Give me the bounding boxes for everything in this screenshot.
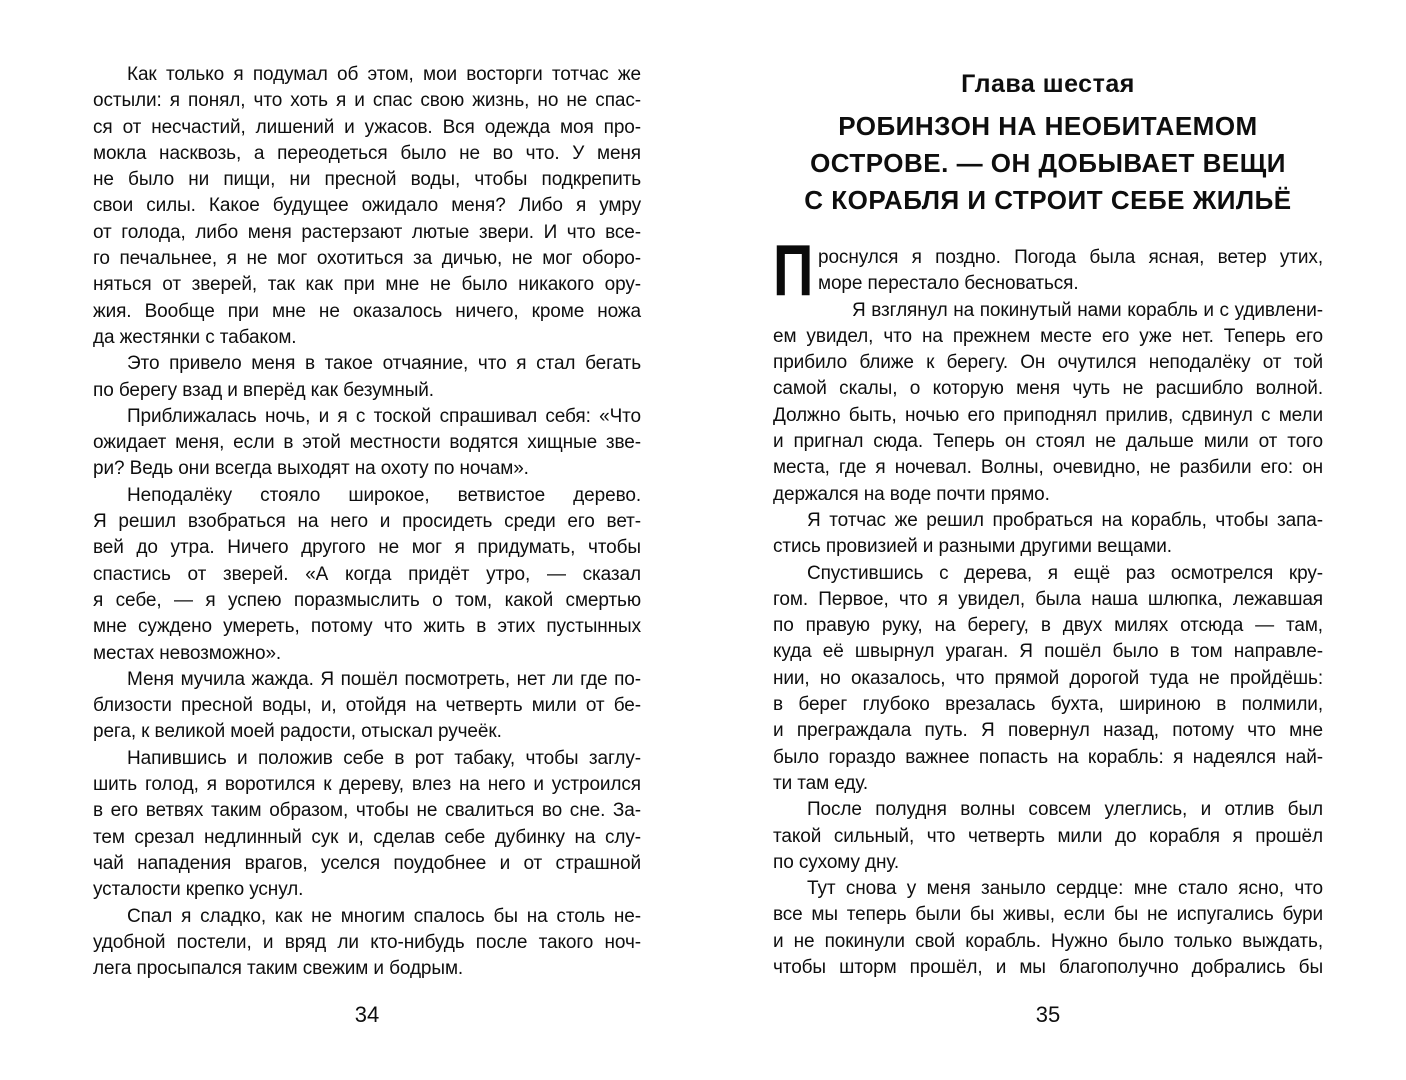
paragraph bbox=[93, 483, 641, 667]
text-line: Спал я сладко, как не многим спалось бы на столь не- bbox=[127, 905, 641, 927]
paragraph bbox=[773, 797, 1323, 876]
paragraph bbox=[93, 351, 641, 404]
text-line: ся от несчастий, лишений и ужасов. Вся одежда моя про- bbox=[93, 116, 641, 138]
text-line: шить голод, я воротился к дереву, влез на него и устроился bbox=[93, 774, 641, 796]
drop-cap: П bbox=[773, 231, 814, 311]
text-line: лега просыпался таким свежим и бодрым. bbox=[93, 958, 464, 980]
text-line: вей до утра. Ничего другого не мог я придумать, чтобы bbox=[93, 537, 641, 559]
text-line: Должно быть, ночью его приподнял прилив, сдвинул с мели bbox=[773, 404, 1323, 426]
text-line: Я тотчас же решил пробраться на корабль, чтобы запа- bbox=[807, 509, 1323, 531]
text-line: я себе, — я успею поразмыслить о том, какой смертью bbox=[93, 589, 641, 611]
paragraph bbox=[773, 298, 1323, 508]
text-line: самой скалы, о которую меня чуть не расшибло волной. bbox=[773, 378, 1323, 400]
text-line: тем срезал недлинный сук и, сделав себе дубинку на слу- bbox=[93, 826, 641, 848]
text-line: няться от зверей, так как при мне не было никакого ору- bbox=[93, 274, 641, 296]
text-line: Я взглянул на покинутый нами корабль и с удивлени- bbox=[852, 299, 1323, 321]
chapter-label: Глава шестая bbox=[961, 70, 1135, 98]
text-line: мне суждено умереть, потому что жить в этих пустынных bbox=[93, 616, 641, 638]
text-line: стись провизией и разными другими вещами. bbox=[773, 536, 1172, 558]
page-right bbox=[773, 0, 1323, 1080]
text-line: Напившись и положив себе в рот табаку, чтобы заглу- bbox=[127, 747, 641, 769]
page-left bbox=[93, 0, 641, 1080]
paragraph bbox=[93, 62, 641, 351]
text-line: чтобы шторм прошёл, и мы благополучно добрались бы bbox=[773, 957, 1323, 979]
paragraph bbox=[93, 904, 641, 983]
text-line: не было ни пищи, ни пресной воды, чтобы подкрепить bbox=[93, 169, 641, 191]
text-line: и преграждала путь. Я повернул назад, потому что мне bbox=[773, 720, 1323, 742]
text-line: по берегу взад и вперёд как безумный. bbox=[93, 379, 434, 401]
text-line: Спустившись с дерева, я ещё раз осмотрелся кру- bbox=[807, 562, 1323, 584]
text-line: жия. Вообще при мне не оказалось ничего, кроме ножа bbox=[93, 300, 641, 322]
text-line: по правую руку, на берегу, в двух милях отсюда — там, bbox=[773, 615, 1323, 637]
text-line: ти там еду. bbox=[773, 772, 869, 794]
text-line: куда её швырнул ураган. Я пошёл было в том направле- bbox=[773, 641, 1323, 663]
text-line: места, где я ночевал. Волны, очевидно, не разбили его: он bbox=[773, 457, 1323, 479]
paragraph bbox=[773, 876, 1323, 981]
text-line: прибило ближе к берегу. Он очутился неподалёку от той bbox=[773, 352, 1323, 374]
page-number-left: 34 bbox=[354, 1002, 380, 1027]
text-line: нии, но оказалось, что прямой дорогой туда не пройдёшь: bbox=[773, 667, 1323, 689]
text-line: такой сильный, что четверть мили до корабля я прошёл bbox=[773, 825, 1323, 847]
text-line: чай нападения врагов, уселся поудобнее и от страшной bbox=[93, 852, 641, 874]
text-line: от голода, либо меня растерзают лютые звери. И что все- bbox=[93, 221, 641, 243]
text-line: остыли: я понял, что хоть я и спас свою жизнь, но не спас- bbox=[93, 90, 641, 112]
text-line: по сухому дну. bbox=[773, 851, 900, 873]
text-line: Это привело меня в такое отчаяние, что я стал бегать bbox=[127, 353, 641, 375]
text-line: все мы теперь были бы живы, если бы не испугались бури bbox=[773, 904, 1323, 926]
text-line: да жестянки с табаком. bbox=[93, 326, 297, 348]
chapter-title bbox=[773, 108, 1323, 219]
text-line: мокла насквозь, а переодеться было не во что. У меня bbox=[93, 142, 641, 164]
chapter-title-line: ОСТРОВЕ. — ОН ДОБЫВАЕТ ВЕЩИ bbox=[810, 148, 1286, 178]
text-line: Тут снова у меня заныло сердце: мне стало ясно, что bbox=[807, 878, 1323, 900]
paragraph bbox=[93, 404, 641, 483]
page-left-text bbox=[93, 62, 641, 982]
paragraph bbox=[773, 561, 1323, 798]
text-line: было гораздо важнее попасть на корабль: я надеялся най- bbox=[773, 746, 1323, 768]
paragraph bbox=[773, 508, 1323, 561]
text-line: ри? Ведь они всегда выходят на охоту по ночам». bbox=[93, 458, 529, 480]
text-line: море перестало бесноваться. bbox=[818, 273, 1079, 295]
text-line: Меня мучила жажда. Я пошёл посмотреть, нет ли где по- bbox=[127, 668, 641, 690]
text-line: ожидает меня, если в этой местности водятся хищные зве- bbox=[93, 432, 641, 454]
text-line: близости пресной воды, и, отойдя на четверть мили от бе- bbox=[93, 695, 641, 717]
text-line: Неподалёку стояло широкое, ветвистое дерево. bbox=[127, 484, 641, 506]
text-line: местах невозможно». bbox=[93, 642, 282, 664]
text-line: рега, к великой моей радости, отыскал ручеёк. bbox=[93, 721, 502, 743]
text-line: спастись от зверей. «А когда придёт утро, — сказал bbox=[93, 563, 641, 585]
text-line: гом. Первое, что я увидел, была наша шлюпка, лежавшая bbox=[773, 588, 1323, 610]
text-line: Как только я подумал об этом, мои восторги тотчас же bbox=[127, 64, 641, 85]
text-line: го печальнее, я не мог охотиться за дичью, не мог оборо- bbox=[93, 248, 641, 270]
text-line: в его ветвях таким образом, чтобы не свалиться во сне. За- bbox=[93, 800, 641, 822]
chapter-title-line: С КОРАБЛЯ И СТРОИТ СЕБЕ ЖИЛЬЁ bbox=[804, 185, 1292, 215]
paragraph bbox=[93, 746, 641, 904]
text-line: роснулся я поздно. Погода была ясная, ветер утих, bbox=[818, 247, 1323, 268]
text-line: удобной постели, и вряд ли кто-нибудь после такого ноч- bbox=[93, 931, 641, 953]
page-right-text bbox=[773, 231, 1323, 981]
text-line: После полудня волны совсем улеглись, и отлив был bbox=[807, 799, 1323, 821]
text-line: в берег глубоко врезалась бухта, шириною в полмили, bbox=[773, 694, 1323, 716]
text-line: ем увидел, что на прежнем месте его уже нет. Теперь его bbox=[773, 325, 1323, 347]
text-line: свои силы. Какое будущее ожидало меня? Либо я умру bbox=[93, 195, 641, 217]
text-line: и не покинули свой корабль. Нужно было только выждать, bbox=[773, 930, 1323, 952]
text-line: Приближалась ночь, и я с тоской спрашивал себя: «Что bbox=[127, 405, 641, 427]
chapter-title-line: РОБИНЗОН НА НЕОБИТАЕМОМ bbox=[838, 111, 1258, 141]
text-line: и пригнал сюда. Теперь он стоял не дальше мили от того bbox=[773, 431, 1323, 453]
paragraph bbox=[93, 667, 641, 746]
page-number-right: 35 bbox=[1035, 1002, 1061, 1027]
text-line: Я решил взобраться на него и просидеть среди его вет- bbox=[93, 511, 641, 533]
text-line: держался на воде почти прямо. bbox=[773, 483, 1050, 505]
text-line: усталости крепко уснул. bbox=[93, 879, 304, 901]
